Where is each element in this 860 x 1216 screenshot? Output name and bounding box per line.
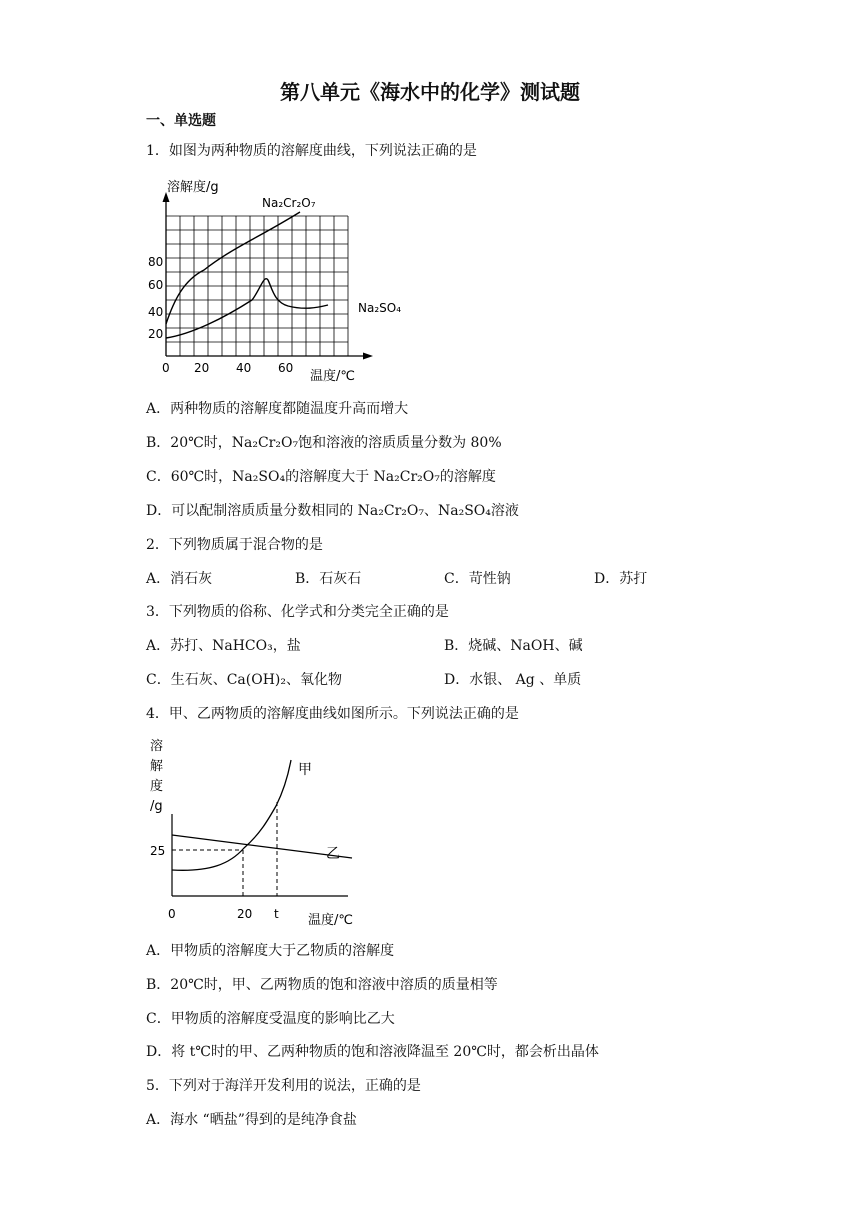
q2-option-b: B．石灰石 [295,571,362,587]
q1-xtick-20: 20 [194,361,210,375]
q1-curve-na2so4 [166,279,328,338]
q4-xtick-0: 0 [168,907,176,921]
q1-curve-na2cr2o7 [166,212,300,324]
q4-ylabel-4: /g [150,799,163,814]
q3-option-d: D．水银、 Ag 、单质 [444,672,582,688]
q4-xtick-t: t [274,907,279,921]
q1-ytick-20: 20 [148,327,164,341]
q5-option-a: A．海水 “晒盐”得到的是纯净食盐 [146,1112,357,1128]
q4-ylabel-1: 溶 [150,739,164,754]
q1-xtick-60: 60 [278,361,294,375]
q4-solubility-chart [140,734,380,932]
q3-option-a: A．苏打、NaHCO₃，盐 [146,638,301,654]
q1-ytick-80: 80 [148,255,164,269]
q4-xtick-20: 20 [237,907,253,921]
page-title: 第八单元《海水中的化学》测试题 [280,80,580,104]
q1-ytick-60: 60 [148,278,164,292]
q1-xtick-40: 40 [236,361,252,375]
q1-x-arrow [363,353,373,360]
q1-series1-label: Na₂Cr₂O₇ [262,196,316,210]
q4-option-a: A．甲物质的溶解度大于乙物质的溶解度 [146,943,395,959]
q1-option-d: D．可以配制溶质质量分数相同的 Na₂Cr₂O₇、Na₂SO₄溶液 [146,503,519,519]
q4-series2-label: 乙 [326,846,340,862]
question-1-stem: 1．如图为两种物质的溶解度曲线，下列说法正确的是 [146,143,477,159]
q2-option-d: D．苏打 [594,571,648,587]
q4-option-c: C．甲物质的溶解度受温度的影响比乙大 [146,1011,395,1027]
q4-ytick-25: 25 [150,844,166,858]
q3-option-c: C．生石灰、Ca(OH)₂、氧化物 [146,672,342,688]
q1-option-a: A．两种物质的溶解度都随温度升高而增大 [146,401,409,417]
question-2-stem: 2．下列物质属于混合物的是 [146,537,323,553]
q1-series2-label: Na₂SO₄ [358,301,402,315]
q4-curve-yi [172,835,352,858]
question-5-stem: 5．下列对于海洋开发利用的说法，正确的是 [146,1078,421,1094]
question-3-stem: 3．下列物质的俗称、化学式和分类完全正确的是 [146,604,449,620]
section-heading: 一、单选题 [146,113,216,129]
q1-option-b: B．20℃时，Na₂Cr₂O₇饱和溶液的溶质质量分数为 80% [146,435,502,451]
q2-option-c: C．苛性钠 [444,571,511,587]
q1-solubility-chart [140,172,402,384]
q4-ylabel-3: 度 [150,779,164,794]
q1-ytick-40: 40 [148,305,164,319]
q1-xtick-0: 0 [162,361,170,375]
q4-xlabel: 温度/℃ [308,913,353,928]
q2-option-a: A．消石灰 [146,571,213,587]
q4-option-b: B．20℃时，甲、乙两物质的饱和溶液中溶质的质量相等 [146,977,498,993]
q4-ylabel-2: 解 [150,759,164,774]
q4-option-d: D．将 t℃时的甲、乙两种物质的饱和溶液降温至 20℃时，都会析出晶体 [146,1044,599,1060]
q1-xlabel: 温度/℃ [310,369,355,384]
q1-ylabel: 溶解度/g [167,180,219,195]
question-4-stem: 4．甲、乙两物质的溶解度曲线如图所示。下列说法正确的是 [146,706,519,722]
q4-series1-label: 甲 [298,762,312,778]
q1-option-c: C．60℃时，Na₂SO₄的溶解度大于 Na₂Cr₂O₇的溶解度 [146,469,496,485]
q4-curve-jia [172,760,291,870]
q3-option-b: B．烧碱、NaOH、碱 [444,638,583,654]
